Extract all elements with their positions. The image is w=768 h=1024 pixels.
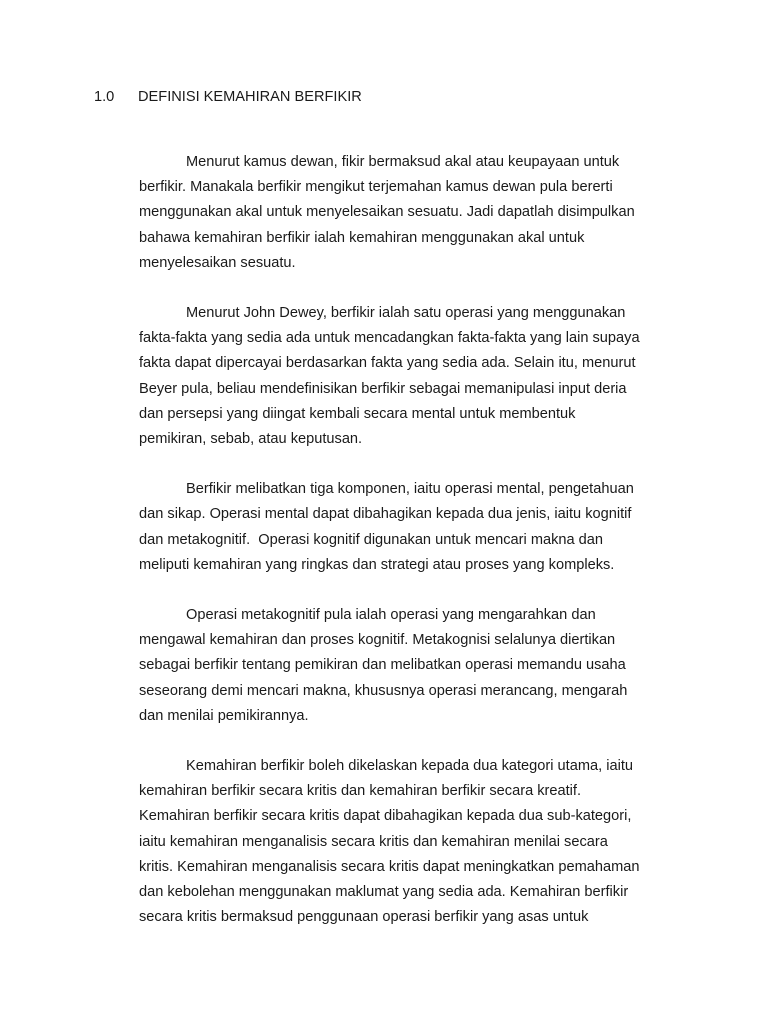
paragraph-2 — [139, 301, 679, 452]
text-line: seseorang demi mencari makna, khususnya operasi merancang, mengarah — [139, 682, 628, 699]
text-line: Beyer pula, beliau mendefinisikan berfikir sebagai memanipulasi input deria — [139, 380, 627, 397]
text-line: secara kritis bermaksud penggunaan operasi berfikir yang asas untuk — [139, 909, 589, 926]
text-line: fakta-fakta yang sedia ada untuk mencadangkan fakta-fakta yang lain supaya — [139, 330, 640, 347]
text-line: Operasi metakognitif pula ialah operasi yang mengarahkan dan — [186, 607, 596, 624]
section-number: 1.0 — [94, 89, 115, 105]
text-line: kritis. Kemahiran menganalisis secara kritis dapat meningkatkan pemahaman — [139, 858, 640, 875]
paragraph-1 — [139, 150, 679, 276]
text-line: dan menilai pemikirannya. — [139, 707, 309, 724]
paragraph-5 — [139, 754, 679, 930]
text-line: Berfikir melibatkan tiga komponen, iaitu operasi mental, pengetahuan — [186, 481, 634, 498]
body-text — [139, 150, 679, 955]
text-line: kemahiran berfikir secara kritis dan kemahiran berfikir secara kreatif. — [139, 783, 582, 800]
text-line: mengawal kemahiran dan proses kognitif. Metakognisi selalunya diertikan — [139, 632, 616, 649]
text-line: pemikiran, sebab, atau keputusan. — [139, 431, 363, 448]
text-line: Kemahiran berfikir boleh dikelaskan kepada dua kategori utama, iaitu — [186, 758, 633, 775]
text-line: dan metakognitif. Operasi kognitif digunakan untuk mencari makna dan — [139, 531, 604, 548]
text-line: Menurut kamus dewan, fikir bermaksud akal atau keupayaan untuk — [186, 154, 620, 170]
section-heading — [94, 88, 362, 106]
text-line: menggunakan akal untuk menyelesaikan sesuatu. Jadi dapatlah disimpulkan — [139, 204, 635, 221]
text-line: dan kebolehan menggunakan maklumat yang sedia ada. Kemahiran berfikir — [139, 884, 629, 901]
text-line: dan persepsi yang diingat kembali secara mental untuk membentuk — [139, 405, 576, 422]
text-line: sebagai berfikir tentang pemikiran dan melibatkan operasi memandu usaha — [139, 657, 626, 674]
paragraph-3 — [139, 477, 679, 578]
text-line: berfikir. Manakala berfikir mengikut terjemahan kamus dewan pula bererti — [139, 179, 613, 196]
text-line: dan sikap. Operasi mental dapat dibahagikan kepada dua jenis, iaitu kognitif — [139, 506, 632, 523]
paragraph-4 — [139, 603, 679, 729]
text-line: Kemahiran berfikir secara kritis dapat dibahagikan kepada dua sub-kategori, — [139, 808, 632, 825]
section-title: DEFINISI KEMAHIRAN BERFIKIR — [138, 89, 362, 105]
text-line: bahawa kemahiran berfikir ialah kemahiran menggunakan akal untuk — [139, 229, 585, 246]
text-line: menyelesaikan sesuatu. — [139, 254, 296, 271]
text-line: meliputi kemahiran yang ringkas dan strategi atau proses yang kompleks. — [139, 556, 615, 573]
text-line: iaitu kemahiran menganalisis secara kritis dan kemahiran menilai secara — [139, 833, 608, 850]
text-line: fakta dapat dipercayai berdasarkan fakta yang sedia ada. Selain itu, menurut — [139, 355, 636, 372]
text-line: Menurut John Dewey, berfikir ialah satu operasi yang menggunakan — [186, 305, 626, 322]
